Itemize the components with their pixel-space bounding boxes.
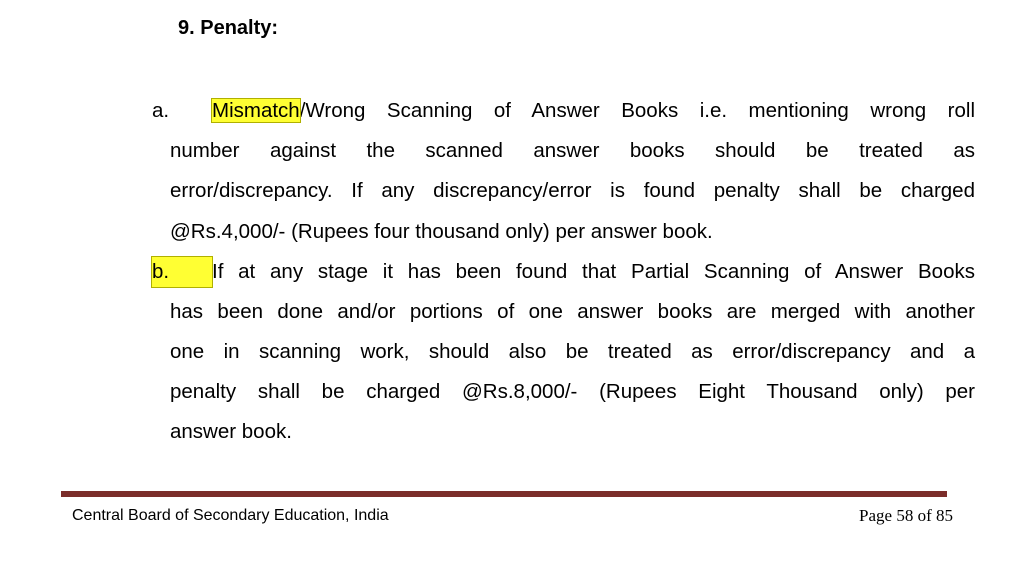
item-b-line-5: answer book. [170, 420, 292, 443]
section-heading: 9. Penalty: [178, 17, 279, 39]
item-b-line-1-text: If at any stage it has been found that Partial Scanning of Answer Books [212, 260, 975, 283]
footer-organization: Central Board of Secondary Education, India [72, 507, 389, 524]
item-a-line-1-text: /Wrong Scanning of Answer Books i.e. mentioning wrong roll [299, 99, 975, 122]
item-b-line-3: one in scanning work, should also be treated as error/discrepancy and a [170, 340, 975, 363]
item-b-line-2: has been done and/or portions of one answer books are merged with another [170, 300, 975, 323]
item-a-marker: a. [152, 99, 170, 122]
item-a-line-1 [152, 96, 975, 126]
item-a-line-4: @Rs.4,000/- (Rupees four thousand only) per answer book. [170, 220, 713, 243]
highlighted-word: Mismatch [212, 99, 300, 122]
item-b-line-1 [152, 257, 975, 287]
footer-divider [61, 491, 947, 497]
item-a-line-3: error/discrepancy. If any discrepancy/error is found penalty shall be charged [170, 179, 975, 202]
item-b-line-4: penalty shall be charged @Rs.8,000/- (Rupees Eight Thousand only) per [170, 380, 975, 403]
item-b-marker: b. [152, 257, 212, 287]
item-a-line-2: number against the scanned answer books should be treated as [170, 139, 975, 162]
page-number: Page 58 of 85 [859, 506, 953, 525]
